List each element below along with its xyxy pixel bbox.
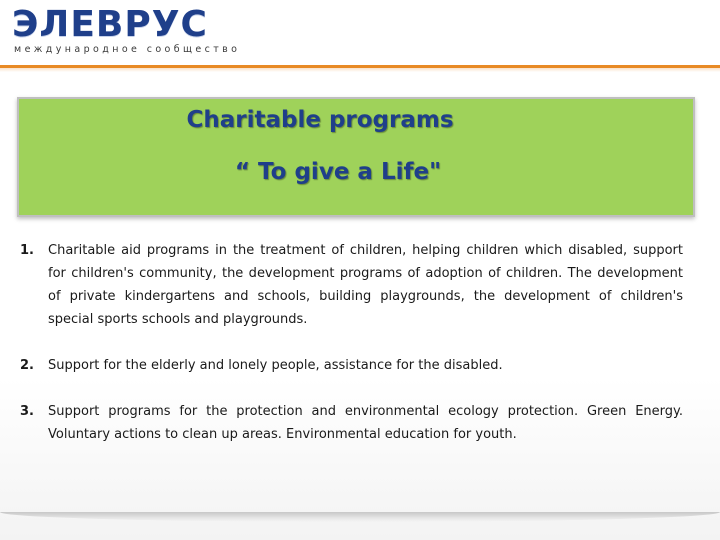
list-item-number: 2.	[20, 358, 34, 373]
title-subheading: “ To give a Life"	[234, 159, 442, 185]
logo: ЭЛЕВРУС	[12, 4, 208, 45]
title-box	[17, 97, 695, 217]
list-item-number: 3.	[20, 404, 34, 419]
list-item-number: 1.	[20, 243, 34, 258]
list-item-text: Support for the elderly and lonely people, assistance for the disabled.	[48, 358, 503, 373]
logo-tagline: международное сообщество	[14, 44, 241, 55]
list-item	[20, 239, 683, 331]
header	[0, 0, 720, 68]
list-item	[20, 400, 683, 446]
list-item-text: Support programs for the protection and environmental ecology protection. Green Energy. Voluntary actions to clean up areas. Environmental education for youth.	[48, 404, 683, 442]
header-divider	[0, 65, 720, 68]
list-item-text: Charitable aid programs in the treatment of children, helping children which disabled, support for children's community, the development programs of adoption of children. The development of private kindergartens and schools, building playgrounds, the development of children's special sports schools and playgrounds.	[48, 243, 683, 327]
program-list	[20, 239, 683, 446]
footer-divider	[0, 512, 720, 522]
list-item	[20, 354, 683, 377]
title-heading: Charitable programs	[186, 107, 454, 133]
